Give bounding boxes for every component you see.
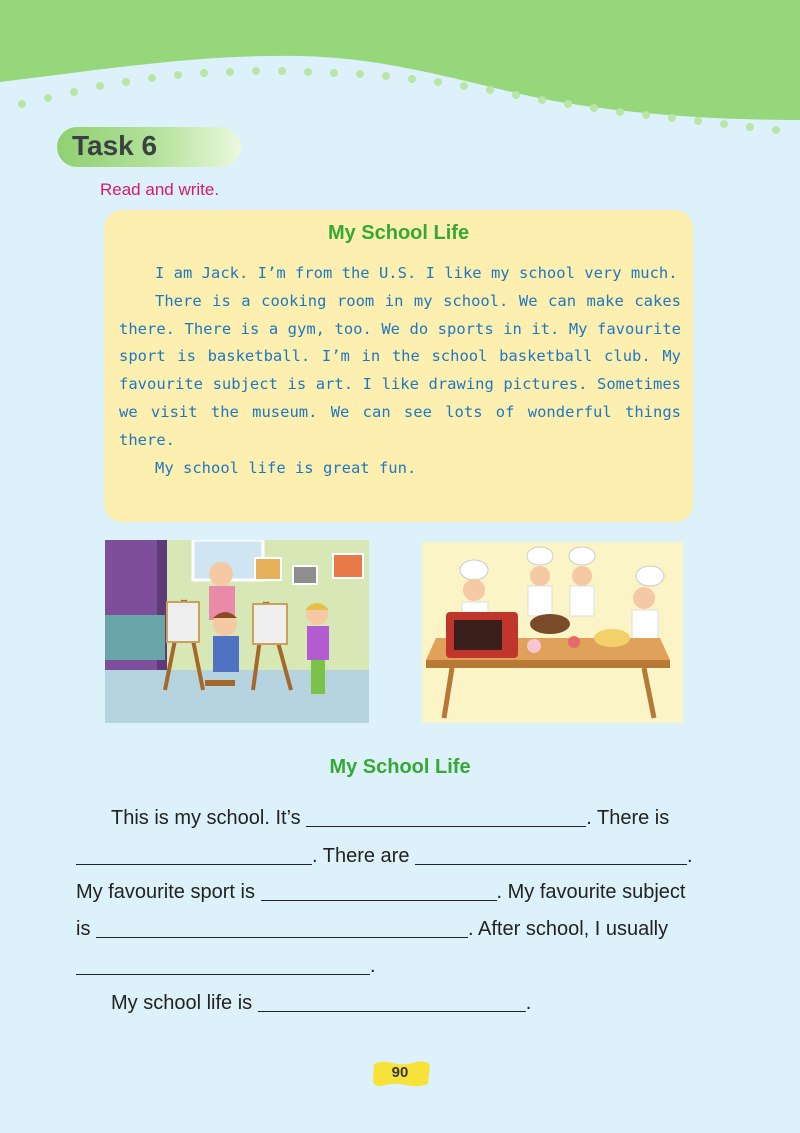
blank-there-are[interactable] [415, 844, 687, 865]
writing-text: . [687, 845, 693, 867]
writing-line-5 [76, 954, 376, 978]
writing-text: . My favourite subject [496, 881, 686, 903]
reading-text [119, 260, 681, 482]
writing-text: My favourite sport is [76, 881, 255, 903]
blank-favourite-sport[interactable] [261, 880, 497, 901]
reading-passage-box [104, 210, 693, 522]
writing-line-4 [76, 917, 668, 941]
reading-paragraph: There is a cooking room in my school. We can make cakes there. There is a gym, too. We do sports in it. My favourite sport is basketball. I’m in the school basketball club. My favourite subject is art. I like drawing pictures. Sometimes we visit the museum. We can see lots of wonderful things there. [119, 291, 681, 449]
writing-text: . There is [586, 807, 670, 829]
writing-title: My School Life [329, 756, 471, 778]
reading-title: My School Life [327, 222, 470, 244]
header-wave [0, 0, 800, 140]
blank-after-school[interactable] [76, 954, 370, 975]
writing-text: . [370, 955, 376, 977]
task-instruction: Read and write. [100, 180, 220, 199]
blank-favourite-subject[interactable] [96, 917, 468, 938]
writing-line-2 [76, 844, 693, 868]
writing-text: . [525, 992, 532, 1014]
writing-text: My school life is [111, 992, 253, 1014]
writing-text: . After school, I usually [468, 918, 669, 940]
reading-paragraph: I am Jack. I’m from the U.S. I like my school very much. [155, 264, 678, 282]
blank-there-is[interactable] [76, 844, 312, 865]
writing-text: . There are [312, 845, 410, 867]
writing-line-6 [111, 991, 531, 1015]
blank-school-description[interactable] [306, 806, 586, 827]
reading-paragraph: My school life is great fun. [155, 458, 417, 477]
cooking-room-illustration [422, 542, 683, 723]
writing-line-1 [111, 806, 669, 830]
writing-line-3 [76, 880, 685, 904]
writing-text: This is my school. It’s [111, 807, 301, 829]
page-number: 90 [391, 1064, 409, 1081]
writing-text: is [76, 918, 91, 940]
task-title: Task 6 [72, 130, 158, 161]
art-room-illustration [105, 540, 369, 723]
blank-school-life[interactable] [258, 991, 526, 1012]
